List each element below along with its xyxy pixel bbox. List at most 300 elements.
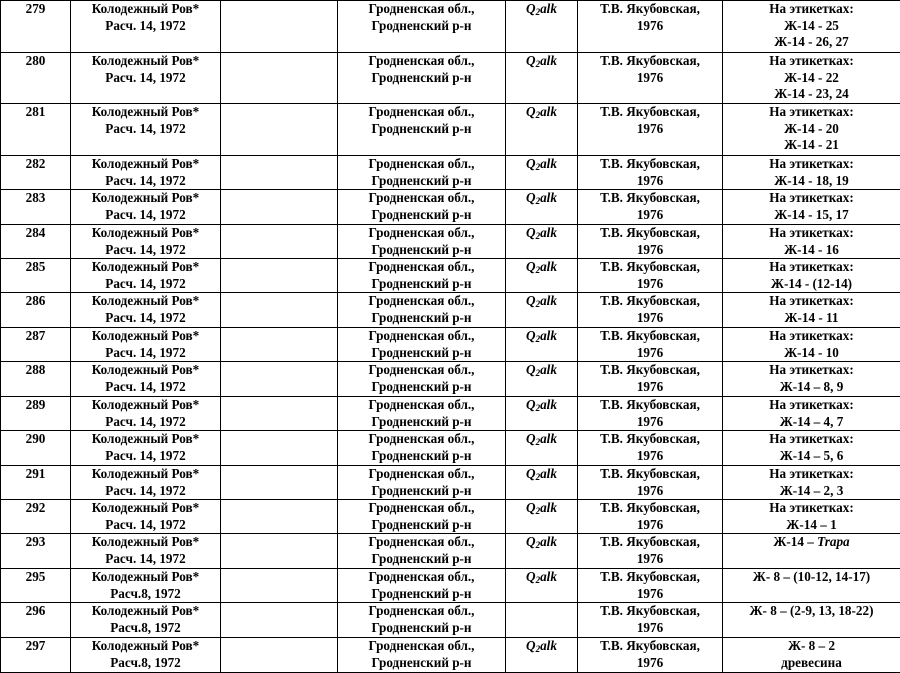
site-line: Расч. 14, 1972 xyxy=(71,483,220,500)
region-line: Гродненская обл., xyxy=(338,534,505,551)
author-line: Т.В. Якубовская, xyxy=(578,328,722,345)
row-number-cell xyxy=(1,259,71,293)
region-cell xyxy=(338,466,506,500)
table-row xyxy=(1,534,900,569)
region-line: Гродненская обл., xyxy=(338,397,505,414)
site-line: Расч. 14, 1972 xyxy=(71,18,220,35)
age-index xyxy=(526,534,557,549)
age-index xyxy=(526,362,557,377)
age-index-cell xyxy=(506,534,578,569)
label-note-line: На этикетках: xyxy=(723,156,900,173)
empty-cell xyxy=(221,328,338,362)
author-cell xyxy=(578,569,723,603)
site-cell xyxy=(71,156,221,190)
table-row xyxy=(1,569,900,603)
age-index-letter: Q xyxy=(526,362,536,377)
age-index-subscript: 2 xyxy=(536,368,541,378)
author-cell xyxy=(578,259,723,293)
region-line: Гродненский р-н xyxy=(338,414,505,431)
author-line: Т.В. Якубовская, xyxy=(578,156,722,173)
region-cell xyxy=(338,638,506,673)
region-line: Гродненский р-н xyxy=(338,310,505,327)
author-line: 1976 xyxy=(578,173,722,190)
region-line: Гродненский р-н xyxy=(338,379,505,396)
author-cell xyxy=(578,328,723,362)
age-index-suffix: alk xyxy=(540,569,557,584)
site-line: Колодежный Ров* xyxy=(71,397,220,414)
label-note-line: На этикетках: xyxy=(723,466,900,483)
row-number-cell xyxy=(1,603,71,638)
age-index-suffix: alk xyxy=(540,638,557,653)
age-index-suffix: alk xyxy=(540,225,557,240)
author-line: Т.В. Якубовская, xyxy=(578,259,722,276)
site-cell xyxy=(71,53,221,104)
author-line: 1976 xyxy=(578,551,722,568)
site-line: Колодежный Ров* xyxy=(71,293,220,310)
age-index-subscript: 2 xyxy=(536,231,541,241)
row-number: 285 xyxy=(1,259,70,276)
label-notes-cell xyxy=(723,397,900,431)
region-line: Гродненский р-н xyxy=(338,586,505,603)
site-line: Колодежный Ров* xyxy=(71,362,220,379)
age-index-suffix: alk xyxy=(540,156,557,171)
row-number: 287 xyxy=(1,328,70,345)
row-number-cell xyxy=(1,156,71,190)
age-index-subscript: 2 xyxy=(536,437,541,447)
label-notes-cell xyxy=(723,466,900,500)
region-cell xyxy=(338,397,506,431)
age-index-letter: Q xyxy=(526,638,536,653)
empty-cell xyxy=(221,293,338,328)
region-line: Гродненская обл., xyxy=(338,569,505,586)
author-line: 1976 xyxy=(578,310,722,327)
age-index-cell xyxy=(506,293,578,328)
age-index-letter: Q xyxy=(526,328,536,343)
author-cell xyxy=(578,362,723,397)
row-number-cell xyxy=(1,638,71,673)
age-index-suffix: alk xyxy=(540,328,557,343)
site-cell xyxy=(71,500,221,534)
label-note-line: Ж-14 - 23, 24 xyxy=(723,86,900,103)
site-line: Расч. 14, 1972 xyxy=(71,448,220,465)
site-line: Расч.8, 1972 xyxy=(71,620,220,637)
author-line: 1976 xyxy=(578,655,722,672)
empty-cell xyxy=(221,431,338,466)
label-note-line: Ж-14 - 16 xyxy=(723,242,900,259)
age-index-cell xyxy=(506,500,578,534)
site-cell xyxy=(71,534,221,569)
age-index xyxy=(526,1,557,16)
table-row xyxy=(1,53,900,104)
table-row xyxy=(1,259,900,293)
region-line: Гродненская обл., xyxy=(338,53,505,70)
age-index-suffix: alk xyxy=(540,500,557,515)
site-cell xyxy=(71,225,221,259)
table-row xyxy=(1,156,900,190)
label-note-line: На этикетках: xyxy=(723,500,900,517)
age-index-cell xyxy=(506,638,578,673)
row-number: 283 xyxy=(1,190,70,207)
author-line: 1976 xyxy=(578,18,722,35)
row-number-cell xyxy=(1,53,71,104)
site-line: Расч. 14, 1972 xyxy=(71,345,220,362)
site-cell xyxy=(71,259,221,293)
site-line: Колодежный Ров* xyxy=(71,328,220,345)
site-line: Колодежный Ров* xyxy=(71,259,220,276)
site-line: Колодежный Ров* xyxy=(71,466,220,483)
age-index-letter: Q xyxy=(526,293,536,308)
label-notes-cell xyxy=(723,104,900,156)
label-note-line: На этикетках: xyxy=(723,53,900,70)
row-number-cell xyxy=(1,569,71,603)
region-line: Гродненская обл., xyxy=(338,603,505,620)
author-line: Т.В. Якубовская, xyxy=(578,466,722,483)
region-line: Гродненская обл., xyxy=(338,431,505,448)
table-row xyxy=(1,362,900,397)
label-note-line xyxy=(723,534,900,551)
region-line: Гродненский р-н xyxy=(338,242,505,259)
age-index-subscript: 2 xyxy=(536,334,541,344)
site-line: Колодежный Ров* xyxy=(71,156,220,173)
age-index-cell xyxy=(506,190,578,225)
row-number: 279 xyxy=(1,1,70,18)
author-cell xyxy=(578,431,723,466)
empty-cell xyxy=(221,53,338,104)
age-index xyxy=(526,225,557,240)
site-cell xyxy=(71,190,221,225)
row-number-cell xyxy=(1,362,71,397)
row-number: 281 xyxy=(1,104,70,121)
label-notes-cell xyxy=(723,328,900,362)
age-index-suffix: alk xyxy=(540,104,557,119)
author-cell xyxy=(578,466,723,500)
region-line: Гродненский р-н xyxy=(338,276,505,293)
row-number-cell xyxy=(1,500,71,534)
age-index xyxy=(526,293,557,308)
age-index xyxy=(526,156,557,171)
age-index-subscript: 2 xyxy=(536,59,541,69)
row-number: 284 xyxy=(1,225,70,242)
age-index-letter: Q xyxy=(526,466,536,481)
region-line: Гродненский р-н xyxy=(338,70,505,87)
row-number-cell xyxy=(1,190,71,225)
site-cell xyxy=(71,638,221,673)
region-cell xyxy=(338,603,506,638)
site-line: Колодежный Ров* xyxy=(71,53,220,70)
row-number: 286 xyxy=(1,293,70,310)
label-note-line: Ж-14 - 21 xyxy=(723,137,900,154)
label-note-line: На этикетках: xyxy=(723,104,900,121)
label-notes-cell xyxy=(723,259,900,293)
table-row xyxy=(1,293,900,328)
site-cell xyxy=(71,569,221,603)
label-note-line: Ж- 8 – (2-9, 13, 18-22) xyxy=(723,603,900,620)
author-line: 1976 xyxy=(578,483,722,500)
author-line: 1976 xyxy=(578,414,722,431)
age-index-subscript: 2 xyxy=(536,575,541,585)
region-cell xyxy=(338,1,506,53)
author-line: 1976 xyxy=(578,70,722,87)
region-line: Гродненский р-н xyxy=(338,121,505,138)
row-number-cell xyxy=(1,104,71,156)
author-line: 1976 xyxy=(578,379,722,396)
label-note-line: Ж-14 - (12-14) xyxy=(723,276,900,293)
site-cell xyxy=(71,466,221,500)
region-line: Гродненская обл., xyxy=(338,104,505,121)
label-note-line: На этикетках: xyxy=(723,362,900,379)
empty-cell xyxy=(221,466,338,500)
table-row xyxy=(1,431,900,466)
age-index-suffix: alk xyxy=(540,293,557,308)
site-cell xyxy=(71,603,221,638)
site-line: Расч. 14, 1972 xyxy=(71,70,220,87)
region-line: Гродненская обл., xyxy=(338,225,505,242)
row-number: 282 xyxy=(1,156,70,173)
row-number: 288 xyxy=(1,362,70,379)
author-cell xyxy=(578,190,723,225)
age-index-cell xyxy=(506,259,578,293)
row-number: 289 xyxy=(1,397,70,414)
site-line: Колодежный Ров* xyxy=(71,534,220,551)
label-notes-cell xyxy=(723,603,900,638)
site-line: Колодежный Ров* xyxy=(71,1,220,18)
region-line: Гродненская обл., xyxy=(338,638,505,655)
region-line: Гродненский р-н xyxy=(338,448,505,465)
site-line: Расч. 14, 1972 xyxy=(71,276,220,293)
age-index xyxy=(526,104,557,119)
author-cell xyxy=(578,603,723,638)
author-line: 1976 xyxy=(578,620,722,637)
table-row xyxy=(1,603,900,638)
age-index-subscript: 2 xyxy=(536,265,541,275)
empty-cell xyxy=(221,190,338,225)
row-number: 291 xyxy=(1,466,70,483)
age-index-subscript: 2 xyxy=(536,540,541,550)
table-row xyxy=(1,1,900,53)
label-notes-cell xyxy=(723,534,900,569)
label-notes-cell xyxy=(723,293,900,328)
age-index-subscript: 2 xyxy=(536,403,541,413)
region-line: Гродненский р-н xyxy=(338,173,505,190)
label-note-line: На этикетках: xyxy=(723,225,900,242)
author-line: Т.В. Якубовская, xyxy=(578,1,722,18)
row-number: 296 xyxy=(1,603,70,620)
author-line: 1976 xyxy=(578,121,722,138)
author-line: 1976 xyxy=(578,276,722,293)
region-cell xyxy=(338,293,506,328)
row-number-cell xyxy=(1,293,71,328)
site-line: Расч. 14, 1972 xyxy=(71,173,220,190)
region-cell xyxy=(338,259,506,293)
site-line: Расч. 14, 1972 xyxy=(71,414,220,431)
age-index-cell xyxy=(506,328,578,362)
site-cell xyxy=(71,104,221,156)
site-line: Расч. 14, 1972 xyxy=(71,517,220,534)
author-cell xyxy=(578,53,723,104)
age-index-cell xyxy=(506,225,578,259)
age-index-subscript: 2 xyxy=(536,644,541,654)
author-line: Т.В. Якубовская, xyxy=(578,431,722,448)
age-index xyxy=(526,53,557,68)
region-line: Гродненский р-н xyxy=(338,655,505,672)
author-line: Т.В. Якубовская, xyxy=(578,104,722,121)
age-index-letter: Q xyxy=(526,397,536,412)
region-line: Гродненская обл., xyxy=(338,362,505,379)
author-line: Т.В. Якубовская, xyxy=(578,293,722,310)
site-line: Колодежный Ров* xyxy=(71,225,220,242)
site-line: Колодежный Ров* xyxy=(71,638,220,655)
author-cell xyxy=(578,104,723,156)
region-line: Гродненская обл., xyxy=(338,156,505,173)
age-index-suffix: alk xyxy=(540,397,557,412)
age-index-letter: Q xyxy=(526,259,536,274)
label-note-line: На этикетках: xyxy=(723,293,900,310)
region-line: Гродненская обл., xyxy=(338,293,505,310)
empty-cell xyxy=(221,225,338,259)
row-number: 293 xyxy=(1,534,70,551)
age-index-suffix: alk xyxy=(540,1,557,16)
region-line: Гродненский р-н xyxy=(338,207,505,224)
age-index-cell xyxy=(506,603,578,638)
empty-cell xyxy=(221,156,338,190)
table-row xyxy=(1,190,900,225)
age-index-letter: Q xyxy=(526,431,536,446)
row-number-cell xyxy=(1,431,71,466)
row-number-cell xyxy=(1,466,71,500)
label-note-line: На этикетках: xyxy=(723,397,900,414)
region-line: Гродненская обл., xyxy=(338,466,505,483)
label-notes-cell xyxy=(723,53,900,104)
empty-cell xyxy=(221,569,338,603)
author-cell xyxy=(578,225,723,259)
region-cell xyxy=(338,225,506,259)
empty-cell xyxy=(221,603,338,638)
age-index-suffix: alk xyxy=(540,362,557,377)
label-note-line: Ж-14 – 4, 7 xyxy=(723,414,900,431)
site-line: Колодежный Ров* xyxy=(71,104,220,121)
label-notes-cell xyxy=(723,569,900,603)
site-line: Расч. 14, 1972 xyxy=(71,379,220,396)
age-index xyxy=(526,638,557,653)
author-line: 1976 xyxy=(578,517,722,534)
region-cell xyxy=(338,500,506,534)
region-line: Гродненская обл., xyxy=(338,259,505,276)
site-cell xyxy=(71,431,221,466)
label-note-line: Ж-14 - 11 xyxy=(723,310,900,327)
age-index-subscript: 2 xyxy=(536,299,541,309)
age-index-suffix: alk xyxy=(540,190,557,205)
age-index-letter: Q xyxy=(526,500,536,515)
empty-cell xyxy=(221,362,338,397)
label-note-line: На этикетках: xyxy=(723,190,900,207)
table-row xyxy=(1,638,900,673)
region-line: Гродненская обл., xyxy=(338,1,505,18)
age-index-cell xyxy=(506,431,578,466)
label-note-line: На этикетках: xyxy=(723,328,900,345)
age-index-letter: Q xyxy=(526,569,536,584)
empty-cell xyxy=(221,534,338,569)
author-line: Т.В. Якубовская, xyxy=(578,603,722,620)
table-row xyxy=(1,500,900,534)
label-note-line: Ж-14 – 5, 6 xyxy=(723,448,900,465)
empty-cell xyxy=(221,397,338,431)
label-notes-cell xyxy=(723,500,900,534)
region-cell xyxy=(338,156,506,190)
author-line: Т.В. Якубовская, xyxy=(578,638,722,655)
age-index-letter: Q xyxy=(526,156,536,171)
age-index-letter: Q xyxy=(526,225,536,240)
row-number-cell xyxy=(1,225,71,259)
author-line: Т.В. Якубовская, xyxy=(578,225,722,242)
label-note-line: На этикетках: xyxy=(723,431,900,448)
row-number: 290 xyxy=(1,431,70,448)
empty-cell xyxy=(221,259,338,293)
age-index-subscript: 2 xyxy=(536,7,541,17)
region-line: Гродненский р-н xyxy=(338,345,505,362)
label-note-line: Ж-14 - 20 xyxy=(723,121,900,138)
label-note-line: На этикетках: xyxy=(723,259,900,276)
age-index-cell xyxy=(506,156,578,190)
author-cell xyxy=(578,500,723,534)
age-index xyxy=(526,500,557,515)
site-line: Расч. 14, 1972 xyxy=(71,121,220,138)
label-note-line: Ж-14 - 22 xyxy=(723,70,900,87)
label-notes-cell xyxy=(723,156,900,190)
age-index xyxy=(526,328,557,343)
label-note-line: На этикетках: xyxy=(723,1,900,18)
table-body xyxy=(1,1,900,673)
author-line: 1976 xyxy=(578,586,722,603)
table-row xyxy=(1,104,900,156)
site-line: Расч.8, 1972 xyxy=(71,586,220,603)
age-index xyxy=(526,431,557,446)
site-line: Колодежный Ров* xyxy=(71,603,220,620)
region-line: Гродненская обл., xyxy=(338,190,505,207)
row-number: 295 xyxy=(1,569,70,586)
region-line: Гродненский р-н xyxy=(338,551,505,568)
site-line: Колодежный Ров* xyxy=(71,190,220,207)
row-number-cell xyxy=(1,1,71,53)
age-index-cell xyxy=(506,104,578,156)
age-index xyxy=(526,397,557,412)
author-line: Т.В. Якубовская, xyxy=(578,190,722,207)
age-index-letter: Q xyxy=(526,534,536,549)
author-line: Т.В. Якубовская, xyxy=(578,53,722,70)
region-cell xyxy=(338,104,506,156)
region-cell xyxy=(338,362,506,397)
row-number-cell xyxy=(1,534,71,569)
label-note-line: Ж-14 - 15, 17 xyxy=(723,207,900,224)
label-note-line: Ж-14 - 10 xyxy=(723,345,900,362)
region-line: Гродненский р-н xyxy=(338,620,505,637)
site-line: Колодежный Ров* xyxy=(71,500,220,517)
row-number-cell xyxy=(1,397,71,431)
age-index-suffix: alk xyxy=(540,431,557,446)
empty-cell xyxy=(221,1,338,53)
row-number: 297 xyxy=(1,638,70,655)
label-notes-cell xyxy=(723,1,900,53)
site-cell xyxy=(71,328,221,362)
label-notes-cell xyxy=(723,362,900,397)
author-line: Т.В. Якубовская, xyxy=(578,362,722,379)
region-cell xyxy=(338,328,506,362)
label-note-text: Ж-14 – xyxy=(773,534,817,549)
table-row xyxy=(1,397,900,431)
author-cell xyxy=(578,397,723,431)
site-cell xyxy=(71,1,221,53)
label-note-line: Ж- 8 – (10-12, 14-17) xyxy=(723,569,900,586)
age-index-subscript: 2 xyxy=(536,196,541,206)
